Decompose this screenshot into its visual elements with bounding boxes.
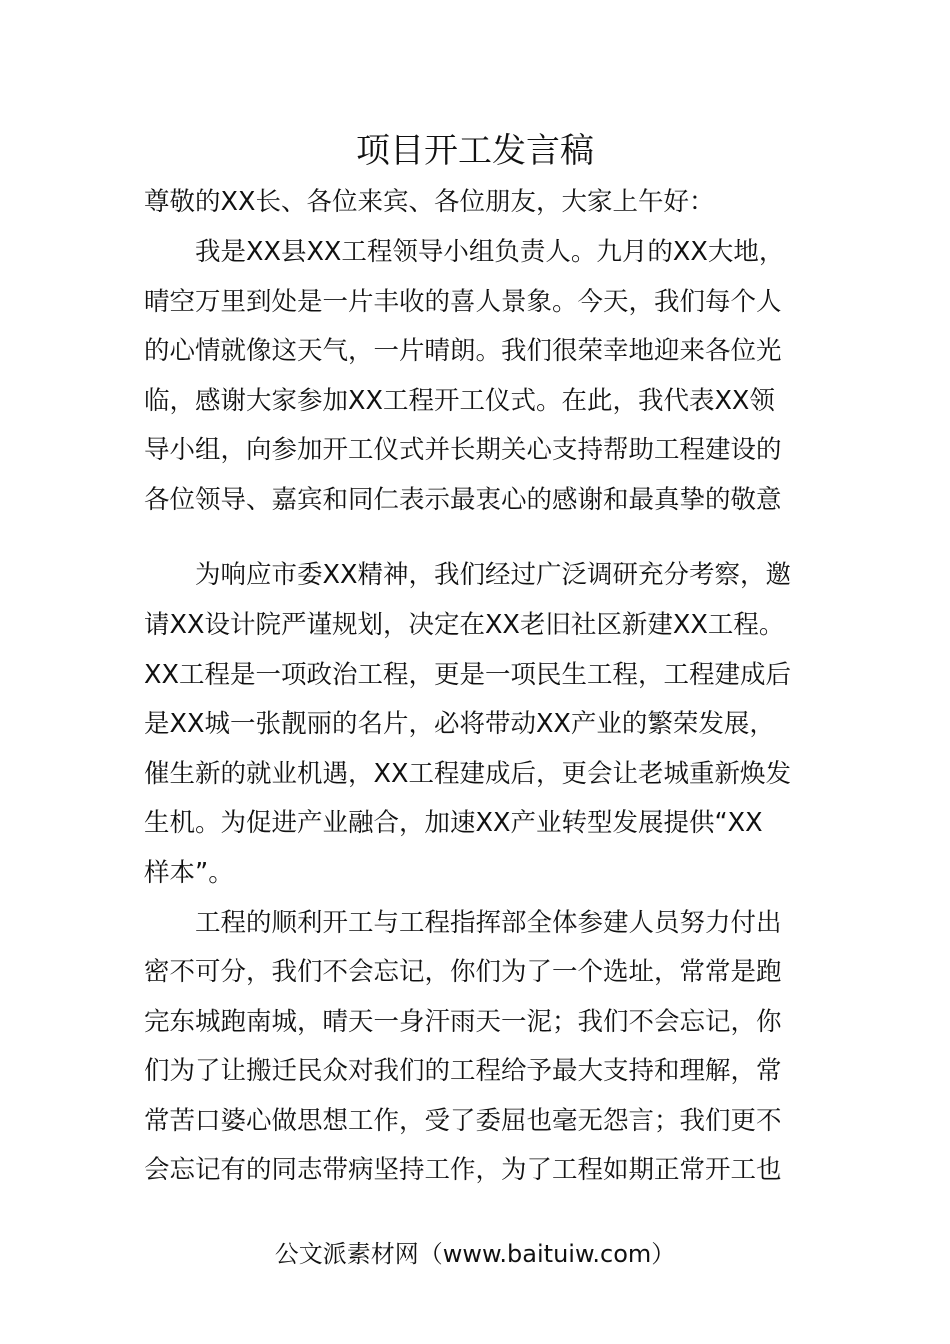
paragraph-2-line-4: 是XX城一张靓丽的名片，必将带动XX产业的繁荣发展， [144, 709, 775, 739]
salutation-line: 尊敬的XX长、各位来宾、各位朋友，大家上午好： [144, 187, 715, 217]
paragraph-1-line-3: 的心情就像这天气，一片晴朗。我们很荣幸地迎来各位光 [144, 336, 782, 366]
paragraph-1-line-1: 我是XX县XX工程领导小组负责人。九月的XX大地， [195, 237, 785, 267]
paragraph-2-line-7: 样本”。 [144, 858, 234, 888]
paragraph-2-line-6: 生机。为促进产业融合，加速XX产业转型发展提供“XX [144, 808, 763, 838]
paragraph-3-line-2: 密不可分，我们不会忘记，你们为了一个选址，常常是跑 [144, 957, 782, 987]
paragraph-3-line-5: 常苦口婆心做思想工作，受了委屈也毫无怨言；我们更不 [144, 1106, 782, 1136]
paragraph-1-line-6: 各位领导、嘉宾和同仁表示最衷心的感谢和最真挚的敬意 [144, 485, 782, 515]
document-title: 项目开工发言稿 [356, 131, 594, 171]
paragraph-2-line-2: 请XX设计院严谨规划，决定在XX老旧社区新建XX工程。 [144, 610, 785, 640]
paragraph-3-line-1: 工程的顺利开工与工程指挥部全体参建人员努力付出 [195, 908, 782, 938]
paragraph-3-line-3: 完东城跑南城，晴天一身汗雨天一泥；我们不会忘记，你 [144, 1007, 782, 1037]
page-footer: 公文派素材网（www.baituiw.com） [274, 1240, 676, 1268]
paragraph-2-line-5: 催生新的就业机遇，XX工程建成后，更会让老城重新焕发 [144, 759, 791, 789]
paragraph-1-line-4: 临，感谢大家参加XX工程开工仪式。在此，我代表XX领 [144, 386, 775, 416]
paragraph-3-line-4: 们为了让搬迁民众对我们的工程给予最大支持和理解，常 [144, 1056, 782, 1086]
paragraph-2-line-1: 为响应市委XX精神，我们经过广泛调研充分考察，邀 [195, 560, 791, 590]
paragraph-1-line-2: 晴空万里到处是一片丰收的喜人景象。今天，我们每个人 [144, 287, 782, 317]
paragraph-3-line-6: 会忘记有的同志带病坚持工作，为了工程如期正常开工也 [144, 1155, 782, 1185]
paragraph-2-line-3: XX工程是一项政治工程，更是一项民生工程，工程建成后 [144, 660, 791, 690]
paragraph-1-line-5: 导小组，向参加开工仪式并长期关心支持帮助工程建设的 [144, 435, 782, 465]
